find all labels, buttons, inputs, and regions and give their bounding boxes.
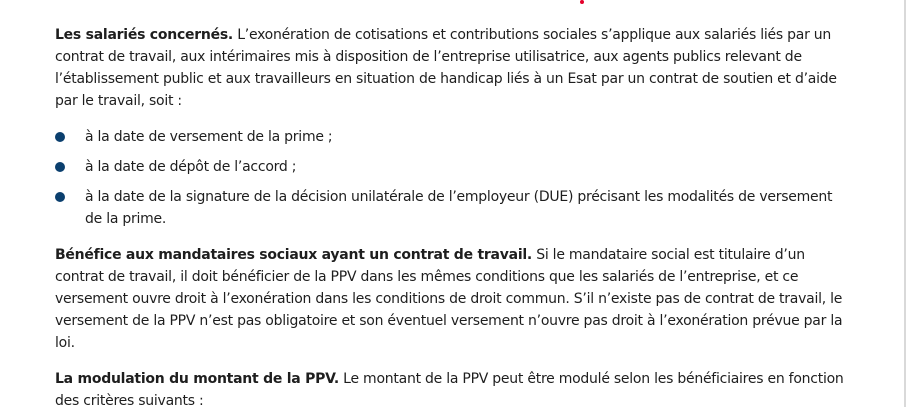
list-item bbox=[55, 156, 845, 178]
paragraph-text: Le montant de la PPV peut être modulé selon les bénéficiaires en fonction des critères suivants : bbox=[55, 371, 844, 407]
paragraph-text: L’exonération de cotisations et contributions sociales s’applique aux salariés liés par un contrat de travail, aux intérimaires mis à disposition de l’entreprise utilisatrice, aux agents publics relevant de l’établissement public et aux travailleurs en situation de handicap liés à un Esat par un contrat de soutien et d’aide par le travail, soit : bbox=[55, 27, 837, 109]
paragraph-text: Si le mandataire social est titulaire d’un contrat de travail, il doit bénéficier de la PPV dans les mêmes conditions que les salariés de l’entreprise, et ce versement ouvre droit à l’exonération dans les conditions de droit commun. S’il n’existe pas de contrat de travail, le versement de la PPV n’est pas obligatoire et son éventuel versement n’ouvre pas droit à l’exonération prévue par la loi. bbox=[55, 247, 843, 351]
bullet-icon bbox=[55, 192, 65, 202]
paragraph-salaries-concernes bbox=[55, 24, 845, 112]
bullet-icon bbox=[55, 132, 65, 142]
list-item-text: à la date de dépôt de l’accord ; bbox=[85, 159, 297, 175]
conditions-list bbox=[55, 126, 845, 230]
top-accent-dot bbox=[580, 0, 584, 4]
list-item-text: à la date de versement de la prime ; bbox=[85, 129, 333, 145]
bullet-icon bbox=[55, 162, 65, 172]
article-body bbox=[55, 24, 845, 407]
list-item bbox=[55, 126, 845, 148]
paragraph-heading: La modulation du montant de la PPV. bbox=[55, 371, 339, 387]
list-item-text: à la date de la signature de la décision unilatérale de l’employeur (DUE) précisant les modalités de versement de la prime. bbox=[85, 189, 833, 227]
paragraph-heading: Bénéfice aux mandataires sociaux ayant un contrat de travail. bbox=[55, 247, 532, 263]
paragraph-heading: Les salariés concernés. bbox=[55, 27, 233, 43]
paragraph-mandataires-sociaux bbox=[55, 244, 845, 354]
paragraph-modulation-ppv bbox=[55, 368, 845, 407]
list-item bbox=[55, 186, 845, 230]
